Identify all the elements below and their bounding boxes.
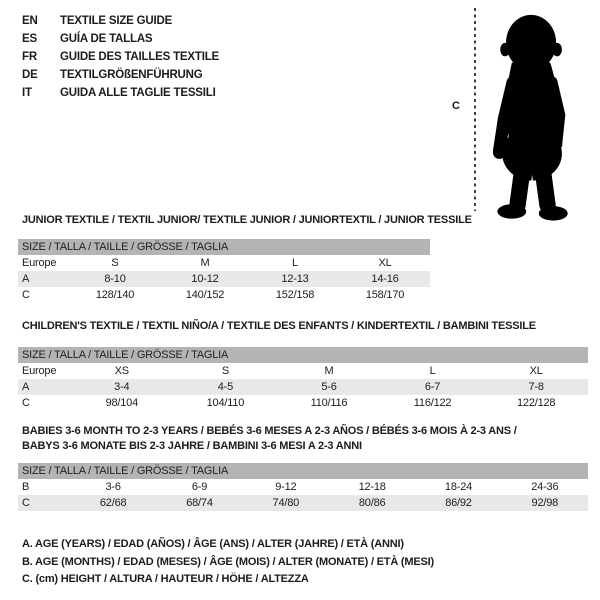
language-label: GUIDA ALLE TAGLIE TESSILI — [60, 87, 216, 99]
childrens-textile-title — [18, 319, 588, 334]
table-row — [18, 479, 588, 495]
table-cell: 110/116 — [310, 397, 348, 409]
row-label: B — [22, 481, 30, 493]
table-cell: 6-7 — [424, 381, 441, 393]
junior-textile-table — [18, 239, 430, 303]
table-cell: S — [221, 365, 229, 377]
table-cell: S — [111, 257, 119, 269]
footnote-line: B. AGE (MONTHS) / EDAD (MESES) / ÂGE (MOIS) / ALTER (MONATE) / ETÀ (MESI) — [22, 555, 434, 568]
language-label: TEXTILE SIZE GUIDE — [60, 15, 173, 27]
language-code: EN — [22, 15, 38, 27]
size-header-bar: SIZE / TALLA / TAILLE / GRÖSSE / TAGLIA — [18, 239, 430, 255]
junior-textile-title — [18, 213, 472, 228]
table-cell: 18-24 — [444, 481, 473, 493]
language-label: GUIDE DES TAILLES TEXTILE — [60, 51, 219, 63]
table-row — [18, 255, 430, 271]
table-cell: M — [324, 365, 334, 377]
table-cell: 3-6 — [105, 481, 121, 493]
language-row — [22, 12, 219, 30]
language-list — [22, 12, 219, 102]
row-label: C — [22, 289, 30, 301]
table-cell: 10-12 — [191, 273, 219, 285]
babies-textile-table — [18, 463, 588, 511]
size-header-bar: SIZE / TALLA / TAILLE / GRÖSSE / TAGLIA — [18, 347, 588, 363]
table-cell: L — [292, 257, 298, 269]
language-code: DE — [22, 69, 38, 81]
table-cell: 68/74 — [186, 497, 213, 509]
table-cell: 7-8 — [528, 381, 544, 393]
row-label: Europe — [22, 257, 57, 269]
table-cell: L — [429, 365, 436, 377]
table-title-line: CHILDREN'S TEXTILE / TEXTIL NIÑO/A / TEXTILE DES ENFANTS / KINDERTEXTIL / BAMBINI TESSILE — [22, 320, 536, 332]
footnote-line: A. AGE (YEARS) / EDAD (AÑOS) / ÂGE (ANS) / ALTER (JAHRE) / ETÀ (ANNI) — [22, 538, 404, 550]
language-row — [22, 48, 219, 66]
table-cell: XS — [114, 365, 129, 377]
table-cell: 152/158 — [275, 289, 315, 301]
table-cell: 158/170 — [365, 289, 405, 301]
childrens-textile-table — [18, 347, 588, 411]
baby-silhouette-icon — [480, 8, 586, 227]
babies-textile-title — [18, 424, 588, 454]
table-cell: 128/140 — [95, 289, 135, 301]
row-label: C — [22, 397, 30, 409]
table-cell: 9-12 — [275, 481, 297, 493]
table-cell: 14-16 — [371, 273, 399, 285]
table-cell: 74/80 — [272, 497, 300, 509]
language-code: FR — [22, 51, 37, 63]
height-measure-label: C — [452, 100, 460, 112]
size-header-bar: SIZE / TALLA / TAILLE / GRÖSSE / TAGLIA — [18, 463, 588, 479]
childrens-textile-section — [18, 319, 588, 411]
table-cell: 122/128 — [516, 397, 556, 409]
table-cell: 5-6 — [321, 381, 337, 393]
table-cell: 8-10 — [104, 273, 126, 285]
footnotes — [22, 536, 434, 589]
table-cell: 6-9 — [191, 481, 208, 493]
table-title-line: JUNIOR TEXTILE / TEXTIL JUNIOR/ TEXTILE JUNIOR / JUNIORTEXTIL / JUNIOR TESSILE — [22, 214, 472, 226]
height-measure-line — [474, 8, 476, 211]
table-cell: 86/92 — [445, 497, 472, 509]
table-cell: 80/86 — [358, 497, 386, 509]
junior-textile-section — [18, 213, 472, 303]
table-row — [18, 395, 588, 411]
table-cell: 24-36 — [531, 481, 559, 493]
figure-area — [440, 0, 600, 235]
table-row — [18, 363, 588, 379]
language-row — [22, 30, 219, 48]
language-code: ES — [22, 33, 37, 45]
table-title-line: BABIES 3-6 MONTH TO 2-3 YEARS / BEBÉS 3-6 MESES A 2-3 AÑOS / BÉBÉS 3-6 MOIS À 2-3 ANS / — [22, 425, 517, 437]
language-row — [22, 84, 219, 102]
table-cell: 4-5 — [217, 381, 234, 393]
table-title-line: BABYS 3-6 MONATE BIS 2-3 JAHRE / BAMBINI 3-6 MESI A 2-3 ANNI — [22, 440, 362, 452]
row-label: A — [22, 381, 30, 393]
language-row — [22, 66, 219, 84]
table-row — [18, 495, 588, 511]
row-label: C — [22, 497, 30, 509]
table-row — [18, 271, 430, 287]
row-label: Europe — [22, 365, 57, 377]
table-row — [18, 287, 430, 303]
row-label: A — [22, 273, 30, 285]
language-label: TEXTILGRÖßENFÜHRUNG — [60, 69, 203, 81]
babies-textile-section — [18, 424, 588, 511]
table-cell: XL — [529, 365, 543, 377]
table-cell: M — [200, 257, 210, 269]
table-cell: 92/98 — [531, 497, 559, 509]
table-cell: 12-13 — [281, 273, 309, 285]
table-cell: 140/152 — [185, 289, 225, 301]
table-cell: 116/122 — [413, 397, 452, 409]
table-cell: 104/110 — [206, 397, 245, 409]
table-cell: 3-4 — [114, 381, 130, 393]
language-code: IT — [22, 87, 32, 99]
table-row — [18, 379, 588, 395]
language-label: GUÍA DE TALLAS — [60, 33, 153, 45]
table-cell: 12-18 — [358, 481, 386, 493]
table-cell: XL — [378, 257, 392, 269]
table-cell: 98/104 — [105, 397, 139, 409]
table-cell: 62/68 — [99, 497, 127, 509]
footnote-line: C. (cm) HEIGHT / ALTURA / HAUTEUR / HÖHE / ALTEZZA — [22, 573, 309, 585]
